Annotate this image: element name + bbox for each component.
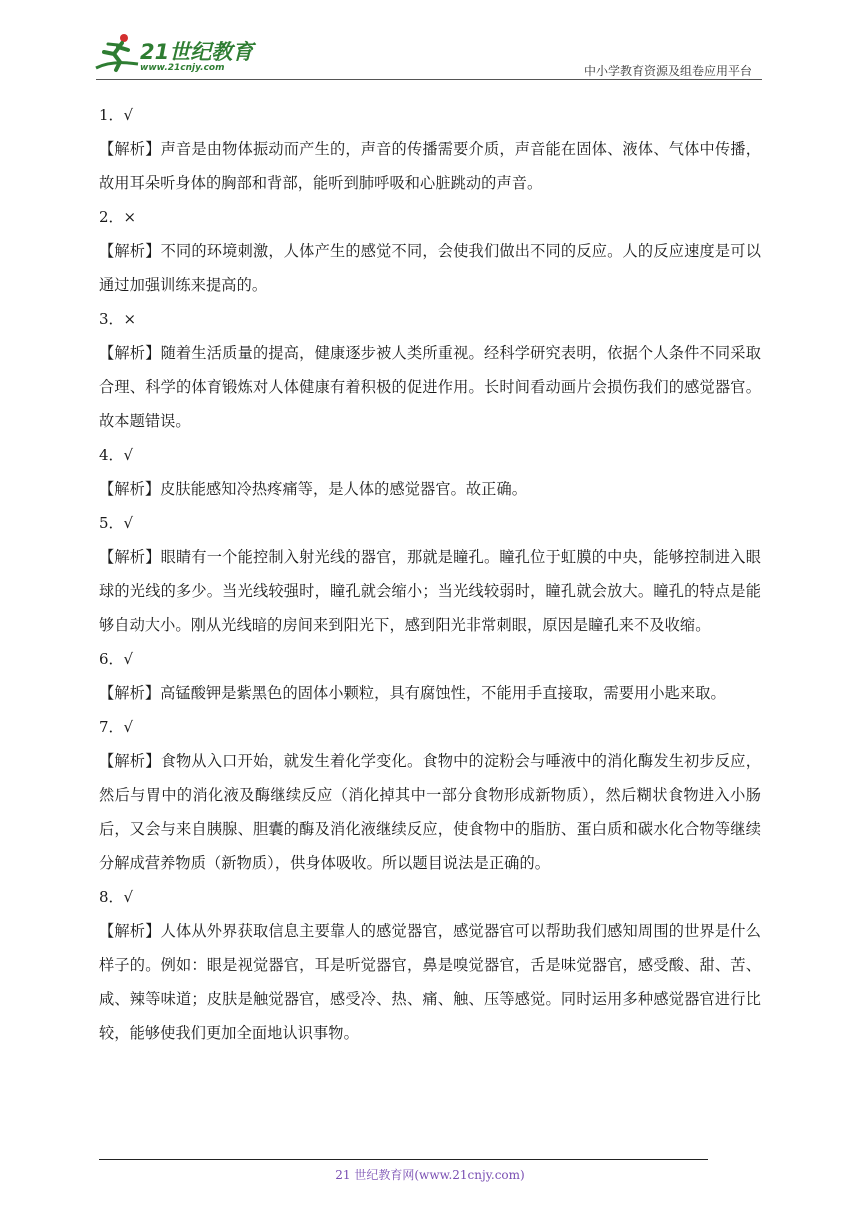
platform-name: 中小学教育资源及组卷应用平台 <box>583 64 752 78</box>
answer-explanation: 【解析】眼睛有一个能控制入射光线的器官，那就是瞳孔。瞳孔位于虹膜的中央，能够控制进入眼球的光线的多少。当光线较强时，瞳孔就会缩小；当光线较弱时，瞳孔就会放大。瞳孔的特点是能够自动大小。刚从光线暗的房间来到阳光下，感到阳光非常刺眼，原因是瞳孔来不及收缩。 <box>99 548 761 634</box>
runner-logo-icon <box>94 30 140 76</box>
answer-explanation: 【解析】皮肤能感知冷热疼痛等，是人体的感觉器官。故正确。 <box>99 480 528 498</box>
answer-explanation: 【解析】随着生活质量的提高，健康逐步被人类所重视。经科学研究表明，依据个人条件不同采取合理、科学的体育锻炼对人体健康有着积极的促进作用。长时间看动画片会损伤我们的感觉器官。故本题错误。 <box>99 344 761 430</box>
answer-number: 2．× <box>99 208 137 226</box>
logo-text: 21世纪教育 <box>140 40 254 64</box>
answer-explanation: 【解析】人体从外界获取信息主要靠人的感觉器官，感觉器官可以帮助我们感知周围的世界是什么样子的。例如：眼是视觉器官，耳是听觉器官，鼻是嗅觉器官，舌是味觉器官，感受酸、甜、苦、咸、辣等味道；皮肤是触觉器官，感受冷、热、痛、触、压等感觉。同时运用多种感觉器官进行比较，能够使我们更加全面地认识事物。 <box>99 922 761 1042</box>
answer-number: 3．× <box>99 310 137 328</box>
logo-url: www.21cnjy.com <box>140 63 225 73</box>
footer-text: 21 世纪教育网(www.21cnjy.com) <box>335 1168 525 1182</box>
page-header <box>0 0 860 90</box>
answer-item-5 <box>99 506 761 642</box>
answer-number: 8．√ <box>99 888 134 906</box>
answer-number: 1．√ <box>99 106 134 124</box>
answer-list <box>99 98 761 1050</box>
header-divider <box>96 79 762 80</box>
answer-item-4 <box>99 438 761 506</box>
answer-explanation: 【解析】食物从入口开始，就发生着化学变化。食物中的淀粉会与唾液中的消化酶发生初步反应，然后与胃中的消化液及酶继续反应（消化掉其中一部分食物形成新物质），然后糊状食物进入小肠后，又会与来自胰腺、胆囊的酶及消化液继续反应，使食物中的脂肪、蛋白质和碳水化合物等继续分解成营养物质（新物质），供身体吸收。所以题目说法是正确的。 <box>99 752 761 872</box>
answer-item-1 <box>99 98 761 200</box>
footer-divider <box>99 1159 708 1160</box>
logo <box>94 30 264 80</box>
answer-number: 5．√ <box>99 514 134 532</box>
answer-item-7 <box>99 710 761 880</box>
answer-item-8 <box>99 880 761 1050</box>
answer-number: 4．√ <box>99 446 134 464</box>
answer-item-6 <box>99 642 761 710</box>
answer-explanation: 【解析】不同的环境刺激，人体产生的感觉不同，会使我们做出不同的反应。人的反应速度是可以通过加强训练来提高的。 <box>99 242 761 294</box>
answer-number: 6．√ <box>99 650 134 668</box>
answer-explanation: 【解析】高锰酸钾是紫黑色的固体小颗粒，具有腐蚀性，不能用手直接取，需要用小匙来取。 <box>99 684 726 702</box>
answer-explanation: 【解析】声音是由物体振动而产生的，声音的传播需要介质，声音能在固体、液体、气体中传播，故用耳朵听身体的胸部和背部，能听到肺呼吸和心脏跳动的声音。 <box>99 140 761 192</box>
answer-item-2 <box>99 200 761 302</box>
answer-item-3 <box>99 302 761 438</box>
answer-number: 7．√ <box>99 718 134 736</box>
